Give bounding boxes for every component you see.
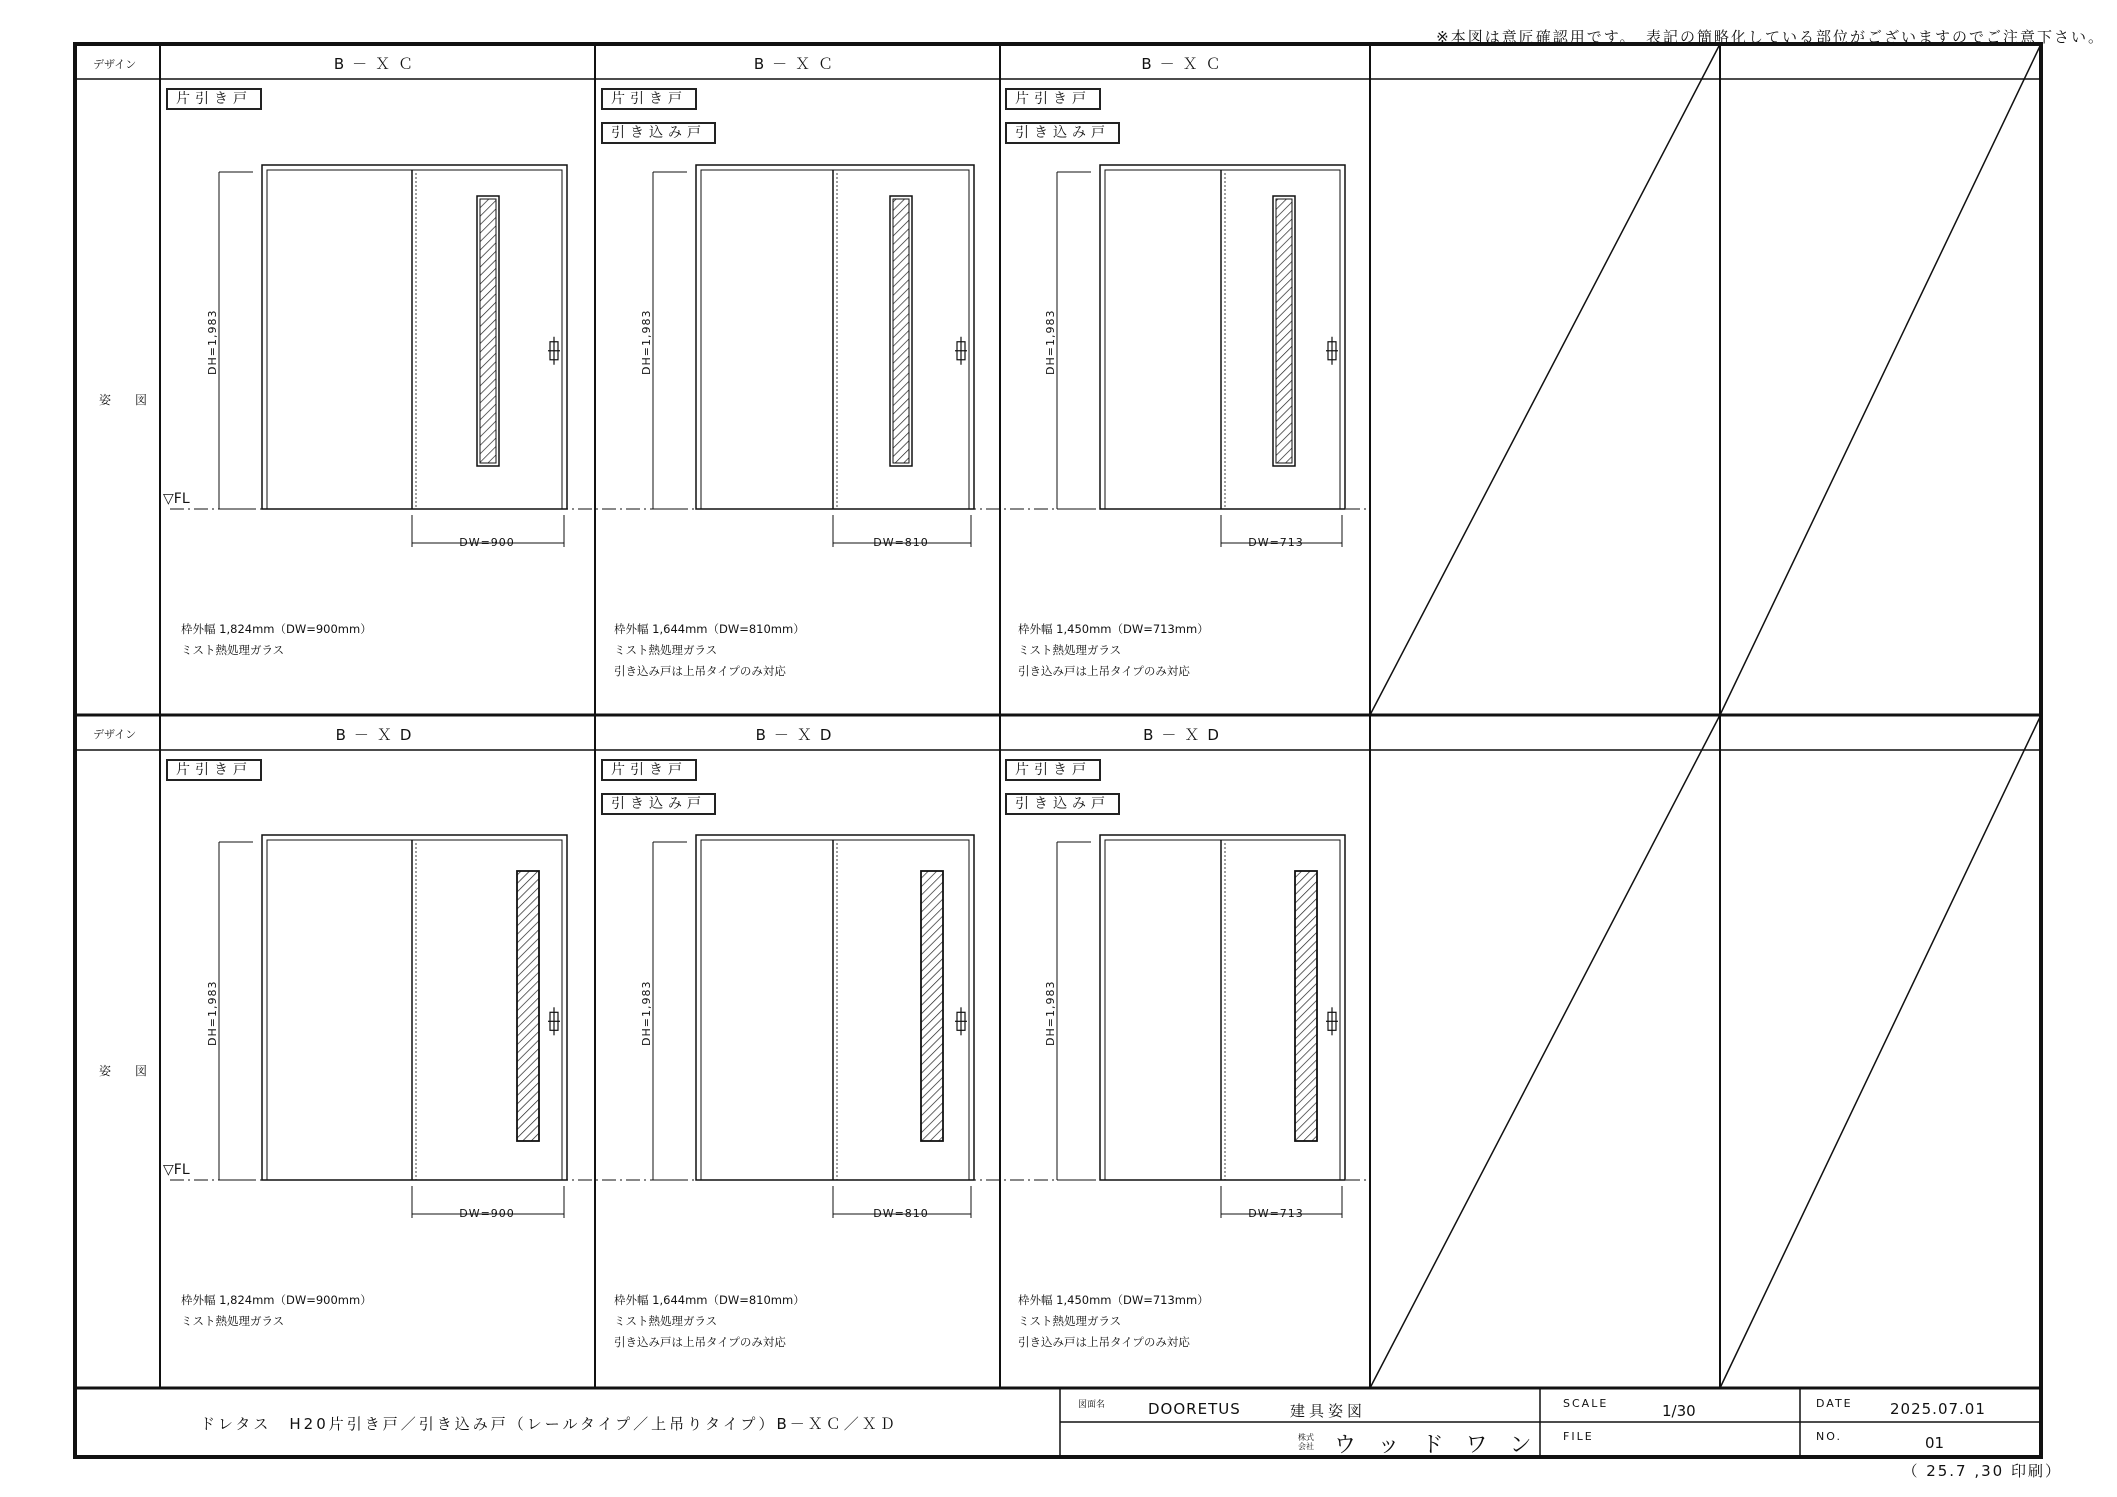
header-note: ※本図は意匠確認用です。 表記の簡略化している部位がございますのでご注意下さい。 <box>1436 28 2105 46</box>
row2-elevation-label: 姿 図 <box>99 1064 154 1078</box>
tag-r2c2-sliding: 片引き戸 <box>601 759 697 781</box>
company-name: ウッドワン <box>1334 1433 1554 1458</box>
note-line: ミスト熱処理ガラス <box>614 1314 718 1328</box>
glass-slit-inner <box>1276 199 1292 463</box>
row2-design-label: デザイン <box>93 728 137 741</box>
design-name-r2c1: B－ＸD <box>335 726 420 744</box>
door-frame-inner <box>1105 170 1340 509</box>
dh-label-r1c3: DH=1,983 <box>1044 309 1057 375</box>
design-name-r1c2: B－ＸＣ <box>753 55 842 73</box>
note-line: ミスト熱処理ガラス <box>1018 643 1122 657</box>
floor-label-r2: ▽FL <box>163 1162 190 1178</box>
design-name-r2c3: B－ＸD <box>1143 726 1227 744</box>
dw-label-r1c1: DW=900 <box>459 536 515 549</box>
dw-label-r2c1: DW=900 <box>459 1207 515 1220</box>
tag-r1c2-pocket: 引き込み戸 <box>601 122 716 144</box>
glass-slit-inner <box>480 199 496 463</box>
file-label: FILE <box>1563 1430 1594 1443</box>
dw-label-r2c3: DW=713 <box>1248 1207 1304 1220</box>
date-value: 2025.07.01 <box>1890 1400 1986 1418</box>
notes-r1c3 <box>1018 619 1209 682</box>
scale-label: SCALE <box>1563 1397 1609 1410</box>
empty-cell-diagonal <box>1370 44 1720 715</box>
glass-slit-inner <box>893 199 909 463</box>
note-line: 引き込み戸は上吊タイプのみ対応 <box>1018 1335 1190 1349</box>
print-note: （ 25.7 ,30 印刷） <box>1902 1462 2062 1480</box>
dh-label-r2c2: DH=1,983 <box>640 980 653 1046</box>
note-line: 枠外幅 1,824mm（DW=900mm） <box>181 1293 372 1307</box>
glass-slit <box>921 871 943 1141</box>
door-frame <box>262 165 567 509</box>
dw-label-r2c2: DW=810 <box>873 1207 929 1220</box>
floor-label-r1: ▽FL <box>163 491 190 507</box>
notes-r2c2 <box>614 1290 805 1353</box>
door-frame-inner <box>701 170 969 509</box>
notes-r2c3 <box>1018 1290 1209 1353</box>
dh-label-r1c2: DH=1,983 <box>640 309 653 375</box>
empty-cell-diagonal <box>1370 715 1720 1388</box>
note-line: ミスト熱処理ガラス <box>181 1314 285 1328</box>
row1-elevation-label: 姿 図 <box>99 393 154 407</box>
empty-cell-diagonal <box>1720 44 2041 715</box>
dw-label-r1c3: DW=713 <box>1248 536 1304 549</box>
tag-r1c1-sliding: 片引き戸 <box>166 88 262 110</box>
note-line: 引き込み戸は上吊タイプのみ対応 <box>614 1335 786 1349</box>
row1-design-label: デザイン <box>93 58 137 71</box>
note-line: 枠外幅 1,644mm（DW=810mm） <box>614 622 805 636</box>
note-line: 枠外幅 1,644mm（DW=810mm） <box>614 1293 805 1307</box>
glass-slit <box>1295 871 1317 1141</box>
note-line: ミスト熱処理ガラス <box>181 643 285 657</box>
note-line: ミスト熱処理ガラス <box>614 643 718 657</box>
note-line: 枠外幅 1,450mm（DW=713mm） <box>1018 622 1209 636</box>
glass-slit <box>517 871 539 1141</box>
drawing-name: DOORETUS <box>1148 1400 1241 1418</box>
design-name-r1c3: B－ＸＣ <box>1141 55 1229 73</box>
design-name-r2c2: B－ＸD <box>755 726 840 744</box>
date-label: DATE <box>1816 1397 1853 1410</box>
tag-r2c3-sliding: 片引き戸 <box>1005 759 1101 781</box>
tag-r1c3-sliding: 片引き戸 <box>1005 88 1101 110</box>
dh-label-r2c1: DH=1,983 <box>206 980 219 1046</box>
no-value: 01 <box>1925 1434 1945 1452</box>
note-line: ミスト熱処理ガラス <box>1018 1314 1122 1328</box>
note-line: 引き込み戸は上吊タイプのみ対応 <box>614 664 786 678</box>
design-name-r1c1: B－ＸＣ <box>333 55 422 73</box>
tag-r1c3-pocket: 引き込み戸 <box>1005 122 1120 144</box>
company-prefix: 株式会社 <box>1298 1433 1314 1451</box>
notes-r1c1 <box>181 619 372 661</box>
no-label: NO. <box>1816 1430 1842 1443</box>
door-frame <box>1100 165 1345 509</box>
dh-label-r2c3: DH=1,983 <box>1044 980 1057 1046</box>
notes-r1c2 <box>614 619 805 682</box>
dh-label-r1c1: DH=1,983 <box>206 309 219 375</box>
tag-r2c2-pocket: 引き込み戸 <box>601 793 716 815</box>
door-frame-inner <box>267 170 562 509</box>
tag-r2c3-pocket: 引き込み戸 <box>1005 793 1120 815</box>
drawing-name-label: 図面名 <box>1078 1400 1106 1410</box>
notes-r2c1 <box>181 1290 372 1332</box>
tag-r2c1-sliding: 片引き戸 <box>166 759 262 781</box>
note-line: 枠外幅 1,450mm（DW=713mm） <box>1018 1293 1209 1307</box>
note-line: 引き込み戸は上吊タイプのみ対応 <box>1018 664 1190 678</box>
empty-cell-diagonal <box>1720 715 2041 1388</box>
tag-r1c2-sliding: 片引き戸 <box>601 88 697 110</box>
note-line: 枠外幅 1,824mm（DW=900mm） <box>181 622 372 636</box>
drawing-type: 建具姿図 <box>1290 1402 1367 1420</box>
door-frame <box>696 165 974 509</box>
product-title: ドレタス H20片引き戸／引き込み戸（レールタイプ／上吊りタイプ）B－ＸＣ／ＸＤ <box>200 1415 898 1433</box>
dw-label-r1c2: DW=810 <box>873 536 929 549</box>
scale-value: 1/30 <box>1662 1402 1696 1420</box>
